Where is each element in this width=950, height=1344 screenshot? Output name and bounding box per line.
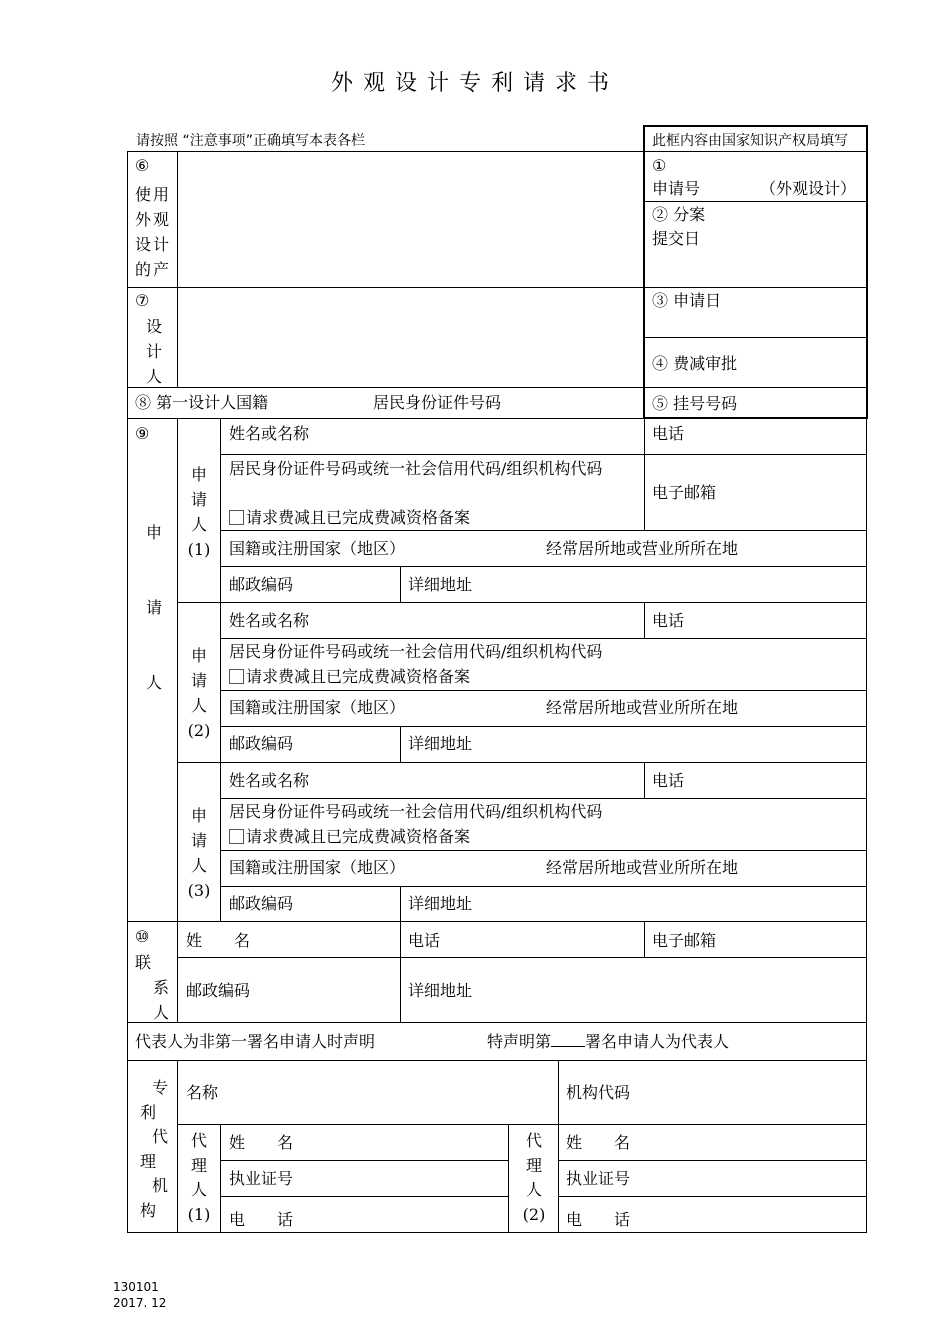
applicant3-fee-checkbox[interactable]	[229, 829, 244, 844]
designer-input[interactable]	[179, 289, 642, 385]
applicant3-postcode-label: 邮政编码	[229, 894, 294, 913]
applicant1-email-label: 电子邮箱	[652, 483, 717, 502]
field9-label: 申 请 人	[145, 523, 162, 692]
border-top	[127, 151, 644, 152]
office-f5-label: ⑤ 挂号号码	[652, 394, 738, 413]
applicant2-residence-label: 经常居所地或营业所所在地	[546, 698, 739, 717]
applicant3-label: 申 请 人 (3)	[187, 806, 211, 900]
field7-label: 设 计 人	[145, 317, 162, 386]
office-header: 此框内容由国家知识产权局填写	[652, 133, 848, 149]
applicant2-name-label: 姓名或名称	[229, 611, 310, 630]
agent1-name-label: 姓 名	[229, 1133, 294, 1152]
applicant2-fee-checkbox[interactable]	[229, 669, 244, 684]
office-f1-label: 申请号	[652, 179, 701, 198]
office-f4-label: ④ 费减审批	[652, 354, 738, 373]
applicant3-residence-label: 经常居所地或营业所所在地	[546, 858, 739, 877]
agency-name-label: 名称	[186, 1083, 219, 1102]
applicant1-id-label: 居民身份证件号码或统一社会信用代码/组织机构代码	[229, 459, 603, 478]
applicant1-fee-checkbox[interactable]	[229, 510, 244, 525]
applicant2-nationality-label: 国籍或注册国家（地区）	[229, 698, 406, 717]
applicant2-id-label: 居民身份证件号码或统一社会信用代码/组织机构代码	[229, 642, 603, 661]
page-title: 外观设计专利请求书	[330, 71, 619, 96]
instruction-text: 请按照 “注意事项”正确填写本表各栏	[136, 133, 365, 149]
field6-num: ⑥	[135, 156, 150, 175]
applicant1-fee-row: 请求费减且已完成费减资格备案	[229, 508, 470, 528]
office-f2-label2: 提交日	[652, 229, 701, 248]
agency-code-label: 机构代码	[566, 1083, 631, 1102]
office-f3-label: ③ 申请日	[652, 291, 722, 310]
applicant1-nationality-label: 国籍或注册国家（地区）	[229, 539, 406, 558]
representative-declaration: 特声明第 署名申请人为代表人	[487, 1032, 730, 1051]
contact-phone-label: 电话	[408, 931, 441, 950]
agent1-label: 代 理 人 (1)	[187, 1131, 211, 1224]
applicant3-id-label: 居民身份证件号码或统一社会信用代码/组织机构代码	[229, 802, 603, 821]
applicant3-address-label: 详细地址	[408, 894, 473, 913]
agent1-phone-label: 电 话	[229, 1210, 294, 1229]
agency-label: 专 利 代 理 机 构	[140, 1078, 169, 1220]
applicant3-phone-label: 电话	[652, 771, 685, 790]
contact-email-label: 电子邮箱	[652, 931, 717, 950]
product-name-input[interactable]	[179, 153, 642, 285]
border-left	[127, 151, 128, 1232]
field6-label: 使用 外观 设计 的产	[134, 185, 171, 278]
applicant3-fee-row: 请求费减且已完成费减资格备案	[229, 827, 470, 847]
agent2-name-label: 姓 名	[566, 1133, 631, 1152]
office-f2-label: ② 分案	[652, 205, 706, 224]
applicant2-fee-row: 请求费减且已完成费减资格备案	[229, 667, 470, 687]
applicant1-label: 申 请 人 (1)	[187, 465, 211, 559]
applicant1-phone-label: 电话	[652, 424, 685, 443]
contact-postcode-label: 邮政编码	[186, 981, 251, 1000]
agent2-phone-label: 电 话	[566, 1210, 631, 1229]
agent1-license-label: 执业证号	[229, 1169, 294, 1188]
applicant1-name-label: 姓名或名称	[229, 424, 310, 443]
field7-num: ⑦	[135, 291, 150, 310]
representative-number-input[interactable]	[551, 1032, 585, 1047]
applicant2-phone-label: 电话	[652, 611, 685, 630]
border-bottom	[127, 1232, 867, 1233]
form-date: 2017. 12	[113, 1296, 167, 1310]
applicant2-postcode-label: 邮政编码	[229, 734, 294, 753]
field8-label: ⑧ 第一设计人国籍	[135, 393, 269, 412]
applicant1-residence-label: 经常居所地或营业所所在地	[546, 539, 739, 558]
contact-name-label: 姓 名	[186, 931, 251, 950]
representative-statement: 代表人为非第一署名申请人时声明	[135, 1032, 376, 1051]
applicant2-address-label: 详细地址	[408, 734, 473, 753]
agent2-license-label: 执业证号	[566, 1169, 631, 1188]
applicant1-address-label: 详细地址	[408, 575, 473, 594]
applicant2-label: 申 请 人 (2)	[187, 646, 211, 740]
field9-num: ⑨	[135, 424, 150, 443]
applicant3-nationality-label: 国籍或注册国家（地区）	[229, 858, 406, 877]
office-f1-num: ①	[652, 156, 667, 175]
applicant1-postcode-label: 邮政编码	[229, 575, 294, 594]
applicant3-name-label: 姓名或名称	[229, 771, 310, 790]
agent2-label: 代 理 人 (2)	[522, 1131, 546, 1224]
contact-address-label: 详细地址	[408, 981, 473, 1000]
field8-id-label: 居民身份证件号码	[373, 393, 502, 412]
office-f1-suffix: （外观设计）	[760, 179, 857, 198]
field10-num: ⑩	[135, 927, 150, 946]
field10-label: 联 系 人	[135, 953, 170, 1022]
form-code: 130101	[113, 1280, 159, 1294]
office-box	[643, 125, 868, 419]
